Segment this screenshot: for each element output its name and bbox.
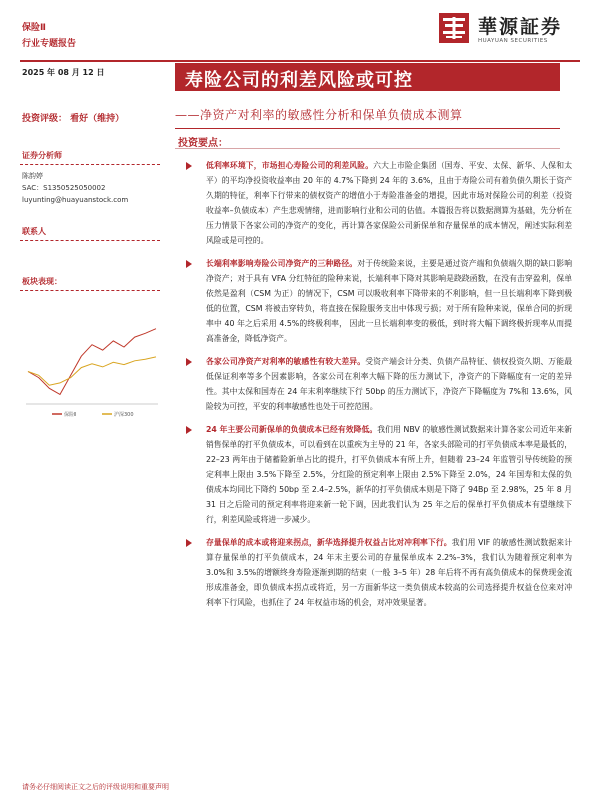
- analyst-info: [22, 170, 128, 206]
- analyst-email[interactable]: luyunting@huayuanstock.com: [22, 196, 129, 204]
- header-left: [22, 20, 76, 52]
- report-title: 寿险公司的利差风险或可控: [185, 70, 413, 91]
- title-banner: [175, 63, 560, 91]
- bullet-arrow-icon: [186, 260, 192, 268]
- key-point-lead: 各家公司净资产对利率的敏感性有较大差异。: [206, 357, 366, 366]
- key-point-2: [180, 256, 572, 346]
- key-point-lead: 存量保单的成本或将迎来拐点，新华选择提升权益占比对冲利率下行。: [206, 538, 452, 547]
- bullet-arrow-icon: [186, 358, 192, 366]
- key-point-body: 我们用 NBV 的敏感性测试数据来计算各家公司近年来新销售保单的打平负债成本，可以看到在以重疾为主导的 21 年，各家头部险司的打平负债成本率是最低的，22–23 两年由于储蓄险新单占比的提升，打平负债成本有所上升，但随着 23–24 年监管引导传统险的预定利率上限由 3.5%下降至 2.5%，分红险的预定利率上限由 2.5%下降至 2.0%，24 年国寿和太保的负债成本均同比下降约 50bp 至 2.4–2.5%，新华的打平负债成本则是下降了 94Bp 至 2.98%，25 年 8 月 31 日之后险司的预定利率将迎来新一轮下调，因此我们认为 25 年之后的保单打平负债成本有望继续下行，利差风险或将进一步减少。: [206, 425, 573, 524]
- sector-performance-chart: [22, 312, 162, 420]
- report-date: 2025 年 08 月 12 日: [22, 68, 105, 77]
- disclaimer-footer: 请务必仔细阅读正文之后的评级说明和重要声明: [22, 783, 169, 791]
- brand-name-en: HUAYUAN SECURITIES: [478, 38, 548, 44]
- brand-logo: [438, 10, 588, 50]
- analyst-heading: 证券分析师: [22, 151, 62, 160]
- bullet-arrow-icon: [186, 162, 192, 170]
- bullet-arrow-icon: [186, 539, 192, 547]
- sector-name: 保险Ⅱ: [22, 23, 46, 33]
- analyst-name: 陈韵婷: [22, 172, 43, 180]
- key-points-heading: 投资要点：: [178, 138, 228, 149]
- key-points-list: [180, 158, 572, 618]
- key-point-lead: 低利率环境下，市场担心寿险公司的利差风险。: [206, 161, 374, 170]
- contact-divider: [20, 240, 160, 241]
- key-point-body: 对于传统险来说，主要是通过资产端和负债端久期的缺口影响净资产；对于具有 VFA 分红特征的险种来说，长端利率下降对其影响是跷跷函数，在没有击穿盈利，保单依然是盈利（CSM 为正）的情况下，CSM 可以吸收利率下降带来的不利影响，但一旦长端利率下降到极低的位置，CSM 将被击穿转负，将直接在保险服务支出中体现亏损；对于所有险种来说，保单合同的折现率中 40 年之后采用 4.5%的终极利率， 因此一旦长端利率变的极低，到时将大幅下调终极折现率从而提高准备金，降低净资产。: [206, 259, 573, 343]
- key-points-divider: [175, 148, 560, 149]
- key-point-4: [180, 422, 572, 527]
- key-point-body: 受资产端会计分类、负债产品特征、债权投资久期、万能最低保证利率等多个因素影响，各家公司在利率大幅下降的压力测试下，净资产的下降幅度有一定的差异性。其中太保和国寿在 24 年末利率继续下行 50bp 的压力测试下，净资产下降幅度为 7%和 13.6%，风险较为可控，平安的利率敏感性也处于可控范围。: [206, 357, 572, 411]
- header-divider: [20, 60, 580, 62]
- key-point-body: 六大上市险企集团（国寿、平安、太保、新华、人保和太平）的平均净投资收益率由 20 年的 4.7%下降到 24 年的 3.6%，且由于寿险公司有着负债久期长于资产久期的特征，利率下行带来的债权资产的增值小于寿险准备金的增提，因此市场对保险公司的利差（投资收益率–负债成本）产生悲观情绪，进而影响行业和公司的估值。本篇报告将以数据测算为基础，先分析在压力情景下各家公司的净资产的变化，再计算各家保险公司新保单和存量保单的成本情况，阐述实际利差风险或是可控的。: [206, 161, 573, 245]
- contact-heading: 联系人: [22, 227, 46, 236]
- chart-divider: [20, 290, 160, 291]
- key-point-3: [180, 354, 572, 414]
- brand-name: 華源証券: [478, 16, 563, 38]
- chart-heading: 板块表现：: [22, 277, 62, 286]
- subtitle-divider: [175, 128, 560, 129]
- key-point-lead: 24 年主要公司新保单的负债成本已经有效降低。: [206, 425, 378, 434]
- report-subtitle: ——净资产对利率的敏感性分析和保单负债成本测算: [175, 108, 463, 122]
- report-type: 行业专题报告: [22, 39, 77, 49]
- key-point-lead: 长端利率影响寿险公司净资产的三种路径。: [206, 259, 358, 268]
- legend-label-insurance: 保险Ⅱ: [64, 412, 77, 418]
- investment-rating: 投资评级： 看好（维持）: [22, 114, 125, 124]
- legend-label-csi300: 沪深300: [114, 412, 134, 418]
- bullet-arrow-icon: [186, 426, 192, 434]
- key-point-5: [180, 535, 572, 610]
- key-point-1: [180, 158, 572, 248]
- key-point-body: 我们用 VIF 的敏感性测试数据来计算存量保单的打平负债成本，24 年末主要公司的存量保单成本 2.2%–3%，我们认为随着预定利率为 3.0%和 3.5%的增额终身寿险逐渐到期的结束（一般 3–5 年）28 年后将不再有高负债成本的保费现金流形成准备金，即负债成本拐点或将近，另一方面新华这一类负债成本较高的公司选择提升权益仓位来对冲利率下行风险，也抓住了 24 年权益市场的机会，对冲效果显著。: [206, 538, 573, 607]
- analyst-divider: [20, 164, 160, 165]
- analyst-sac: SAC：S1350525050002: [22, 184, 106, 192]
- brand-seal-icon: [438, 12, 470, 44]
